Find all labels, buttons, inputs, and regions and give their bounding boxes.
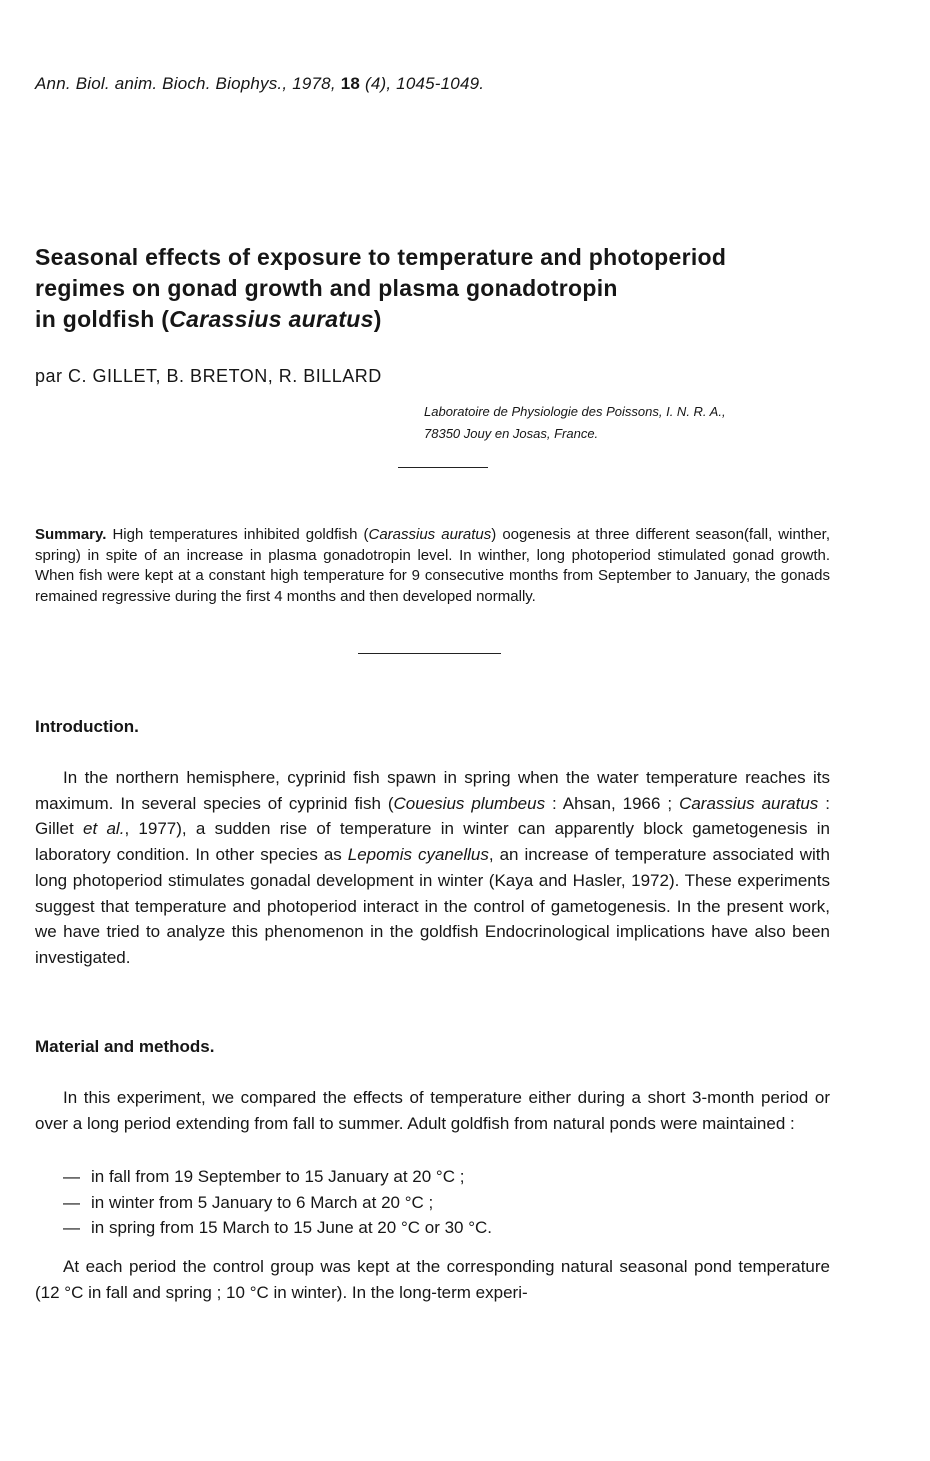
intro-text-4: , 1977), a sudden rise of temperature in winter can apparently block gametogenesis in laboratory condition. In other species as bbox=[35, 819, 831, 865]
methods-paragraph-2 bbox=[35, 1254, 830, 1305]
intro-species-3: Lepomis cyanellus bbox=[347, 845, 489, 865]
methods-list bbox=[63, 1164, 492, 1241]
summary-text-2: ) oogenesis at three different season(fall, winther, spring) in spite of an increase in plasma gonadotropin level. In winther, long photoperiod stimulated gonad growth. When fish were kept at a constant high temperature for 9 consecutive months from September to January, the gonads remained regressive during the first 4 months and then developed normally. bbox=[35, 526, 830, 605]
journal-name: Ann. Biol. anim. Bioch. Biophys., bbox=[35, 74, 288, 93]
journal-year: 1978, bbox=[292, 74, 336, 93]
journal-volume: 18 bbox=[340, 74, 361, 93]
methods-paragraph-1 bbox=[35, 1085, 830, 1136]
affiliation bbox=[424, 401, 726, 445]
title-line-2: regimes on gonad growth and plasma gonadotropin bbox=[35, 275, 618, 301]
list-item-text: in winter from 5 January to 6 March at 20 °C ; bbox=[91, 1192, 434, 1212]
title-line-3-prefix: in goldfish ( bbox=[35, 306, 170, 332]
intro-et-al: et al. bbox=[83, 819, 125, 839]
list-item-text: in fall from 19 September to 15 January at 20 °C ; bbox=[91, 1167, 465, 1186]
summary-species: Carassius auratus bbox=[368, 526, 492, 543]
paper-title bbox=[35, 242, 875, 335]
methods-text-2: At each period the control group was kept at the corresponding natural seasonal pond temperature (12 °C in fall and spring ; 10 °C in winter). In the long-term experi- bbox=[35, 1257, 830, 1302]
title-line-3-suffix: ) bbox=[373, 306, 382, 332]
journal-citation bbox=[35, 74, 484, 94]
intro-text-2: : Ahsan, 1966 ; bbox=[545, 793, 680, 813]
methods-heading: Material and methods. bbox=[35, 1037, 215, 1056]
intro-text-5: , an increase of temperature associated with long photoperiod stimulates gonadal development in winter (Kaya and Hasler, 1972). These experiments suggest that temperature and photoperiod interact in the control of gametogenesis. In the present work, we have tried to analyze this phenomenon in the goldfish Endocrinological implications have also been investigated. bbox=[35, 845, 830, 967]
title-line-1: Seasonal effects of exposure to temperature and photoperiod bbox=[35, 244, 727, 270]
intro-text-3: : Gillet bbox=[35, 793, 830, 839]
title-species: Carassius auratus bbox=[169, 306, 374, 332]
intro-species-2: Carassius auratus bbox=[679, 793, 819, 813]
intro-text-1: In the northern hemisphere, cyprinid fish spawn in spring when the water temperature reaches its maximum. In several species of cyprinid fish ( bbox=[35, 768, 830, 813]
list-item bbox=[63, 1215, 492, 1241]
list-dash: — bbox=[63, 1218, 80, 1238]
introduction-heading: Introduction. bbox=[35, 717, 139, 736]
title-line-3 bbox=[35, 304, 875, 335]
authors: par C. GILLET, B. BRETON, R. BILLARD bbox=[35, 366, 382, 386]
methods-text-1: In this experiment, we compared the effects of temperature either during a short 3-month period or over a long period extending from fall to summer. Adult goldfish from natural ponds were maintained : bbox=[35, 1088, 830, 1133]
list-dash: — bbox=[63, 1192, 80, 1212]
list-item bbox=[63, 1164, 492, 1190]
intro-species-1: Couesius plumbeus bbox=[393, 793, 546, 813]
list-item-text: in spring from 15 March to 15 June at 20 °C or 30 °C. bbox=[91, 1218, 493, 1238]
affiliation-line-1: Laboratoire de Physiologie des Poissons, I. N. R. A., bbox=[424, 404, 726, 419]
journal-issue-pages: (4), 1045-1049. bbox=[364, 74, 485, 93]
list-dash: — bbox=[63, 1167, 80, 1186]
summary bbox=[35, 525, 830, 607]
separator-rule bbox=[398, 467, 488, 468]
summary-heading: Summary. bbox=[35, 526, 107, 543]
affiliation-line-2: 78350 Jouy en Josas, France. bbox=[424, 426, 599, 441]
summary-text-1: High temperatures inhibited goldfish ( bbox=[106, 526, 369, 543]
introduction-paragraph bbox=[35, 765, 830, 971]
separator-rule bbox=[358, 653, 501, 654]
list-item bbox=[63, 1190, 492, 1216]
